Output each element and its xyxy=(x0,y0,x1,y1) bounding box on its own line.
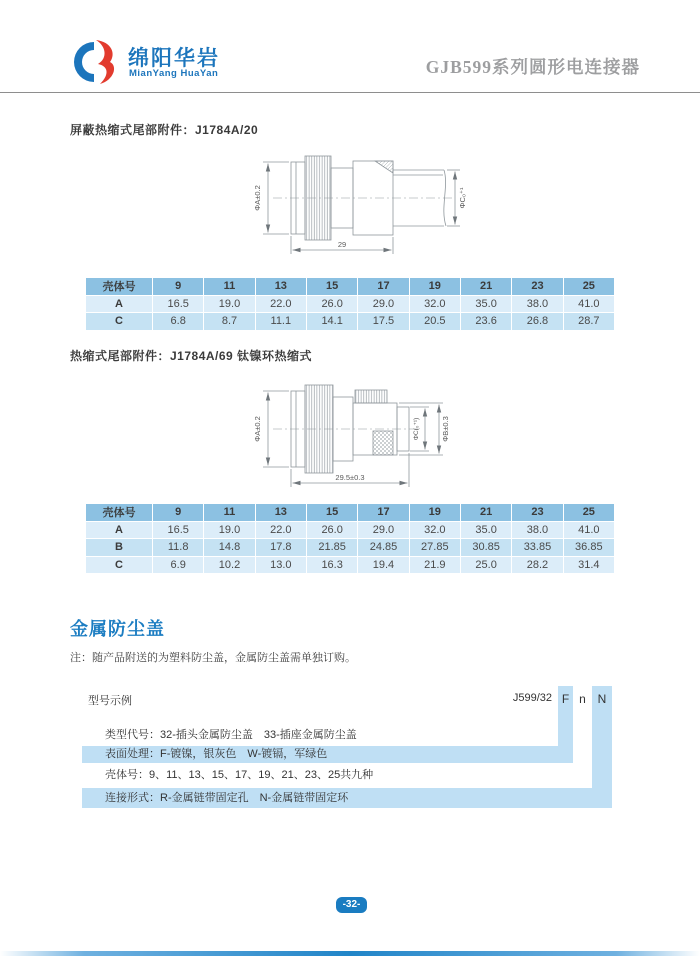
table-cell: 29.0 xyxy=(358,295,409,313)
table-cell: 22.0 xyxy=(255,521,306,539)
shielded-tail-drawing xyxy=(243,146,473,271)
table-cell: 16.5 xyxy=(153,521,204,539)
table-cell: 26.8 xyxy=(512,313,563,331)
column-header: 21 xyxy=(460,504,511,522)
table-cell: 16.3 xyxy=(306,556,357,574)
table-cell: 14.1 xyxy=(306,313,357,331)
column-header: 17 xyxy=(358,504,409,522)
company-name-cn: 绵阳华岩 xyxy=(128,47,220,70)
row-label: B xyxy=(86,539,153,557)
shielded-tail-table xyxy=(85,277,615,331)
table-cell: 28.2 xyxy=(512,556,563,574)
header-divider xyxy=(0,92,700,93)
column-header: 19 xyxy=(409,278,460,296)
table-cell: 27.85 xyxy=(409,539,460,557)
heat-shrink-tail-table xyxy=(85,503,615,574)
model-row-finish: 表面处理：F-镀镍，银灰色 W-镀镉，军绿色 xyxy=(82,746,573,763)
table-cell: 17.5 xyxy=(358,313,409,331)
table-cell: 22.0 xyxy=(255,295,306,313)
dim-label-length: 29 xyxy=(337,240,347,249)
model-code-attach: N xyxy=(597,692,607,706)
column-header: 11 xyxy=(204,504,255,522)
table-cell: 11.8 xyxy=(153,539,204,557)
table-cell: 36.85 xyxy=(563,539,614,557)
table-cell: 26.0 xyxy=(306,295,357,313)
column-header: 15 xyxy=(306,278,357,296)
table-cell: 21.85 xyxy=(306,539,357,557)
dim-label-b: ΦB±0.3 xyxy=(441,416,450,442)
column-header: 25 xyxy=(563,504,614,522)
table-cell: 31.4 xyxy=(563,556,614,574)
table-cell: 23.6 xyxy=(460,313,511,331)
row-label: C xyxy=(86,556,153,574)
company-logo-icon xyxy=(66,38,122,86)
row-label: A xyxy=(86,521,153,539)
row-label: C xyxy=(86,313,153,331)
page-number-badge: -32- xyxy=(336,897,367,913)
column-header: 19 xyxy=(409,504,460,522)
model-row-type: 类型代号：32-插头金属防尘盖 33-插座金属防尘盖 xyxy=(105,729,357,741)
table-row xyxy=(86,295,615,313)
heat-shrink-tail-drawing xyxy=(243,377,473,502)
column-header: 15 xyxy=(306,504,357,522)
table-row xyxy=(86,556,615,574)
table-cell: 8.7 xyxy=(204,313,255,331)
table-row xyxy=(86,521,615,539)
footer-bar xyxy=(0,951,700,956)
dim-label-a: ΦA±0.2 xyxy=(253,416,262,442)
table-cell: 30.85 xyxy=(460,539,511,557)
model-row-attach: 连接形式：R-金属链带固定孔 N-金属链带固定环 xyxy=(82,788,612,808)
dust-cap-note: 注：随产品附送的为塑料防尘盖，金属防尘盖需单独订购。 xyxy=(70,652,356,664)
table-cell: 19.4 xyxy=(358,556,409,574)
dim-label-a: ΦA±0.2 xyxy=(253,185,262,211)
column-header: 13 xyxy=(255,278,306,296)
table-cell: 24.85 xyxy=(358,539,409,557)
table-cell: 6.8 xyxy=(153,313,204,331)
table-cell: 10.2 xyxy=(204,556,255,574)
table-cell: 19.0 xyxy=(204,295,255,313)
table-cell: 41.0 xyxy=(563,295,614,313)
table-row xyxy=(86,313,615,331)
column-header: 壳体号 xyxy=(86,504,153,522)
table-cell: 26.0 xyxy=(306,521,357,539)
column-header: 21 xyxy=(460,278,511,296)
table-cell: 13.0 xyxy=(255,556,306,574)
column-header: 23 xyxy=(512,504,563,522)
table-cell: 32.0 xyxy=(409,521,460,539)
table-cell: 14.8 xyxy=(204,539,255,557)
model-code-finish: F xyxy=(561,692,570,706)
row-label: A xyxy=(86,295,153,313)
column-header: 壳体号 xyxy=(86,278,153,296)
table-cell: 38.0 xyxy=(512,521,563,539)
table-cell: 21.9 xyxy=(409,556,460,574)
model-code-shell: n xyxy=(579,692,586,706)
table-cell: 29.0 xyxy=(358,521,409,539)
column-header: 17 xyxy=(358,278,409,296)
column-header: 9 xyxy=(153,504,204,522)
model-code-prefix: J599/32 xyxy=(512,692,552,704)
table-cell: 33.85 xyxy=(512,539,563,557)
column-header: 11 xyxy=(204,278,255,296)
dim-label-c: ΦC(₀⁺¹) xyxy=(413,417,420,441)
table-cell: 19.0 xyxy=(204,521,255,539)
table-cell: 32.0 xyxy=(409,295,460,313)
company-name-en: MianYang HuaYan xyxy=(129,68,219,79)
table-cell: 11.1 xyxy=(255,313,306,331)
dust-cap-heading: 金属防尘盖 xyxy=(70,619,165,639)
table-header-row xyxy=(86,504,615,522)
model-row-shell: 壳体号：9、11、13、15、17、19、21、23、25共九种 xyxy=(105,769,374,781)
model-example-label: 型号示例 xyxy=(88,695,132,707)
table-cell: 35.0 xyxy=(460,521,511,539)
column-header: 25 xyxy=(563,278,614,296)
page-title: GJB599系列圆形电连接器 xyxy=(425,57,640,77)
column-header: 13 xyxy=(255,504,306,522)
table-cell: 25.0 xyxy=(460,556,511,574)
table-row xyxy=(86,539,615,557)
table-header-row xyxy=(86,278,615,296)
column-header: 9 xyxy=(153,278,204,296)
table-cell: 20.5 xyxy=(409,313,460,331)
table-cell: 35.0 xyxy=(460,295,511,313)
table-cell: 38.0 xyxy=(512,295,563,313)
table-cell: 28.7 xyxy=(563,313,614,331)
column-header: 23 xyxy=(512,278,563,296)
dim-label-length: 29.5±0.3 xyxy=(335,473,365,482)
table-cell: 6.9 xyxy=(153,556,204,574)
table-cell: 17.8 xyxy=(255,539,306,557)
dim-label-c: ΦC₀⁺¹ xyxy=(458,187,467,209)
table-cell: 16.5 xyxy=(153,295,204,313)
section1-title: 屏蔽热缩式尾部附件：J1784A/20 xyxy=(70,123,259,137)
section2-title: 热缩式尾部附件：J1784A/69 钛镍环热缩式 xyxy=(70,349,313,363)
table-cell: 41.0 xyxy=(563,521,614,539)
